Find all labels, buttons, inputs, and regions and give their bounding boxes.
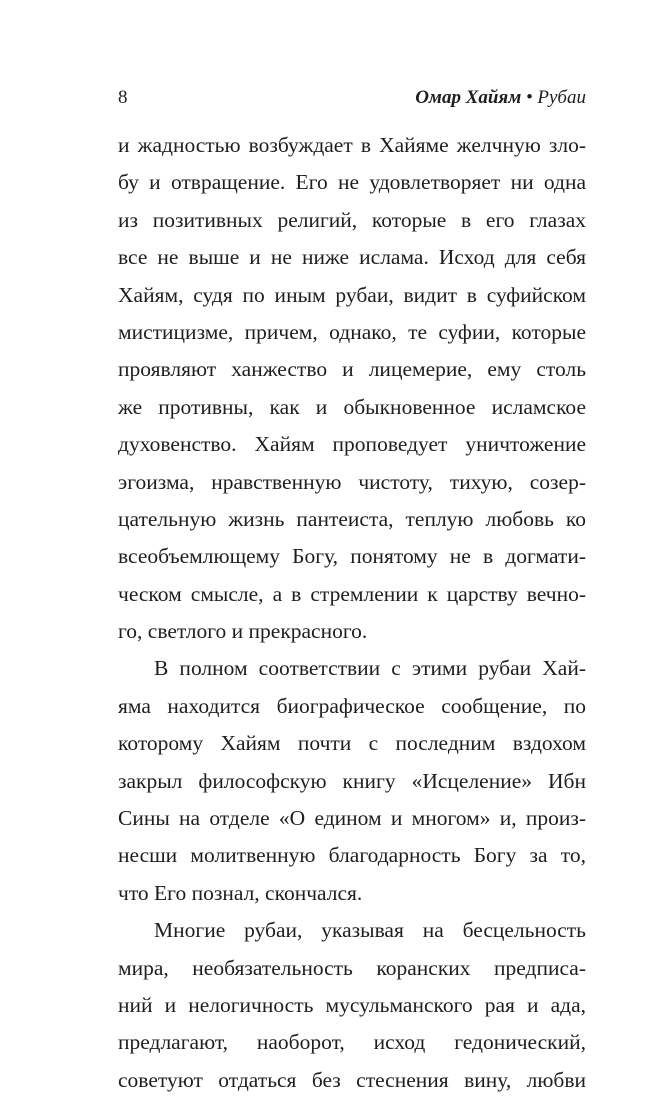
text-line: бу и отвращение. Его не удовлетворяет ни одна [118,170,586,195]
text-line: ний и нелогичность мусульманского рая и ада, [118,992,586,1017]
text-line: всеобъемлющему Богу, понятому не в догмати- [118,544,586,569]
paragraph [118,127,586,650]
paragraph [118,650,586,912]
page-number: 8 [118,87,128,108]
running-header [118,86,586,110]
text-line: го, светлого и прекрасного. [118,619,368,644]
header-author: Омар Хайям [415,87,522,108]
header-separator: • [521,87,538,108]
text-line: же противны, как и обыкновенное исламское [118,394,586,419]
text-line: советуют отдаться без стеснения вину, любви [118,1067,586,1092]
text-line: и жадностью возбуждает в Хайяме желчную зло- [118,133,586,157]
text-line: Хайям, судя по иным рубаи, видит в суфийском [118,282,586,307]
text-line: мира, необязательность коранских предписа- [118,955,586,980]
text-line: все не выше и не ниже ислама. Исход для себя [118,245,586,270]
text-line: мистицизме, причем, однако, те суфии, которые [118,319,586,344]
text-line: проявляют ханжество и лицемерие, ему столь [118,357,586,382]
text-line: которому Хайям почти с последним вздохом [118,731,586,756]
text-line: цательную жизнь пантеиста, теплую любовь ко [118,506,586,531]
text-line: яма находится биографическое сообщение, по [118,693,586,718]
text-line: закрыл философскую книгу «Исцеление» Ибн [118,768,586,793]
text-line: В полном соответствии с этими рубаи Хай- [154,656,586,681]
body-text [118,127,586,1099]
text-line: ческом смысле, а в стремлении к царству вечно- [118,581,586,606]
text-line: духовенство. Хайям проповедует уничтожение [118,432,586,457]
running-title [415,86,586,110]
text-line: из позитивных религий, которые в его глазах [118,207,586,232]
text-line: что Его познал, скончался. [118,880,363,905]
text-line: Многие рубаи, указывая на бесцельность [154,918,586,943]
header-book-title: Рубаи [537,87,586,108]
paragraph [118,912,586,1099]
text-line: Сины на отделе «О едином и многом» и, произ- [118,806,586,831]
text-line: предлагают, наоборот, исход гедонический, [118,1030,586,1055]
text-line: несши молитвенную благодарность Богу за то, [118,843,586,868]
text-line: эгоизма, нравственную чистоту, тихую, созер- [118,469,586,494]
